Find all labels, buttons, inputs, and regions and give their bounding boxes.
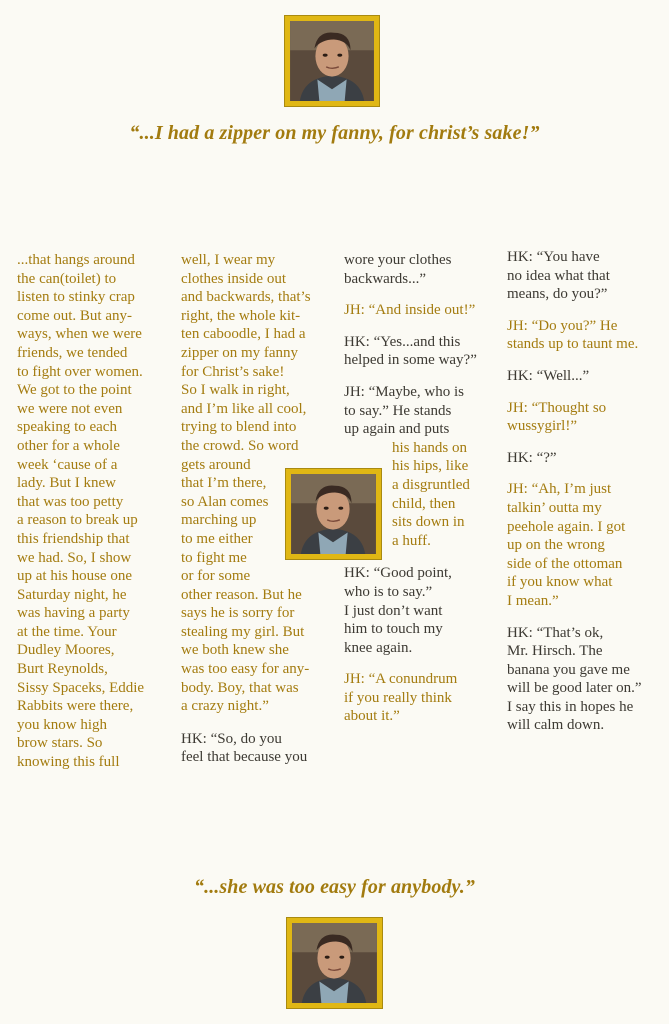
column-3-paragraph-4a: JH: “Maybe, who is to say.” He stands up again and puts xyxy=(344,383,464,438)
column-2-paragraph-1: well, I wear my clothes inside out and backwards, that’s right, the whole kit- ten caboodle, I had a zipper on my fanny for Christ’s sake! So I walk in right, and I’m like all cool, trying to blend into the crowd. So word gets around that I’m there, so Alan comes marching up to me either to fight me or for some other reason. But he says he is sorry for stealing my girl. But we both knew she was too easy for any- body. Boy, that was a crazy night.” xyxy=(181,252,311,715)
column-4-paragraph-1: HK: “You have no idea what that means, do you?” xyxy=(507,249,610,303)
column-4-paragraph-6: JH: “Ah, I’m just talkin’ outta my peehole again. I got up on the wrong side of the ottoman if you know what I mean.” xyxy=(507,481,626,609)
column-1 xyxy=(17,251,177,783)
column-4-paragraph-5: HK: “?” xyxy=(507,449,557,466)
column-4-paragraph-2: JH: “Do you?” He stands up to taunt me. xyxy=(507,317,639,353)
column-4 xyxy=(507,248,667,746)
column-4-paragraph-3: HK: “Well...” xyxy=(507,367,590,384)
column-3-paragraph-1: wore your clothes backwards...” xyxy=(344,252,452,287)
column-4-paragraph-4: JH: “Thought so wussygirl!” xyxy=(507,399,607,435)
portrait-photo-image xyxy=(290,21,374,101)
column-4-paragraph-7: HK: “That’s ok, Mr. Hirsch. The banana you gave me will be good later on.” I say this in hopes he will calm down. xyxy=(507,624,642,734)
column-3 xyxy=(344,251,494,737)
portrait-photo-image xyxy=(292,923,377,1003)
bottom-portrait-photo xyxy=(286,917,383,1009)
column-3-paragraph-6: JH: “A conundrum if you really think about it.” xyxy=(344,671,458,725)
bottom-pull-quote: “...she was too easy for anybody.” xyxy=(194,876,475,898)
column-3-paragraph-4b: his hands on his hips, like a disgruntled child, then sits down in a huff. xyxy=(392,439,470,549)
top-portrait-photo xyxy=(284,15,380,107)
top-pull-quote: “...I had a zipper on my fanny, for christ’s sake!” xyxy=(129,122,540,144)
column-3-paragraph-3: HK: “Yes...and this helped in some way?” xyxy=(344,333,477,369)
column-1-paragraph-1: ...that hangs around the can(toilet) to listen to stinky crap come out. But any- ways, when we were friends, we tended to fight over women. We got to the point we were not even speaking to each other for a whole week ‘cause of a lady. But I knew that was too petty a reason to break up this friendship that we had. So, I show up at his house one Saturday night, he was having a party at the time. Your Dudley Moores, Burt Reynolds, Sissy Spaceks, Eddie Rabbits were there, you know high brow stars. So knowing this full xyxy=(17,252,145,771)
column-3-paragraph-2: JH: “And inside out!” xyxy=(344,302,476,319)
column-2-paragraph-2: HK: “So, do you feel that because you xyxy=(181,730,308,766)
column-3-paragraph-5: HK: “Good point, who is to say.” I just don’t want him to touch my knee again. xyxy=(344,565,452,656)
